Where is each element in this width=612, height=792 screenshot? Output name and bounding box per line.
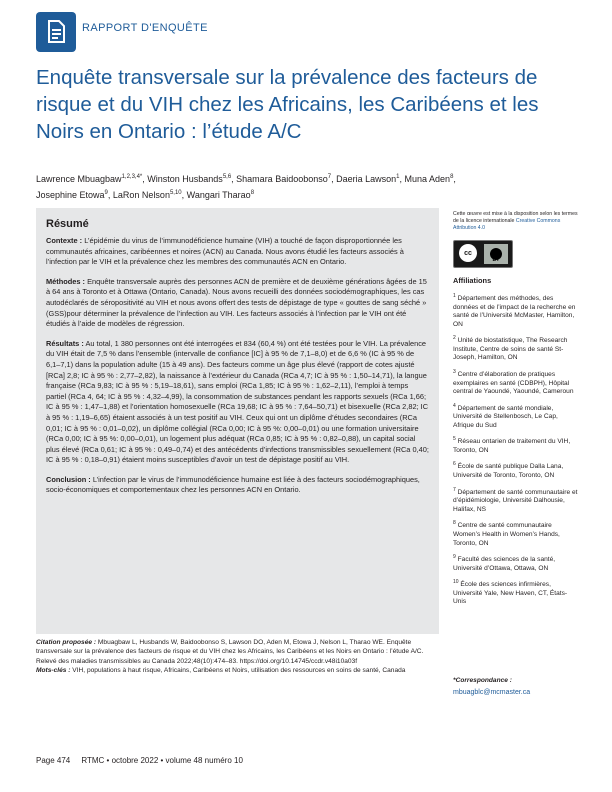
by-label: BY [492,257,500,263]
affiliation-item: $^4$ Département de santé mondiale, Université de Stellenbosch, Le Cap, Afrique du Sud [453,402,558,429]
author-list: Lawrence Mbuagbaw$^{1,2,3,4*}$, Winston Husbands$^{5,6}$, Shamara Baidoobonso$^7$, Daeria Lawson$^1$, Muna Aden$^8$, Josephine Etowa$^9$, LaRon Nelson$^{5,10}$, Wangari Tharao$^8$ [36,174,456,200]
page-footer: Page 474 RTMC • octobre 2022 • volume 48 numéro 10 [36,756,243,765]
summary-conclusion: Conclusion : L’infection par le virus de l’immunodéficience humaine est liée à des facteurs sociodémographiques, socio-économiques et comportementaux chez les personnes ACN en Ontario. [46,474,420,495]
affiliation-item: $^2$ Unité de biostatistique, The Research Institute, Centre de soins de santé St-Joseph, Hamilton, ON [453,335,568,362]
summary-context: Contexte : L’épidémie du virus de l’immunodéficience humaine (VIH) a touché de façon disproportionnée les communautés africaines, caribéennes et noires (ACN) au Canada. Nous avons étudié les facteurs associés à l’infection par le VIH et la prévalence chez les membres des communautés ACN en Ontario. [46,236,404,267]
affiliation-item: $^7$ Département de santé communautaire et d’épidémiologie, Université Dalhousie, Halifax, NS [453,486,578,513]
suggested-citation: Citation proposée : Mbuagbaw L, Husbands W, Baidoobonso S, Lawson DO, Aden M, Etowa J, Nelson L, Tharao WE. Enquête transversale sur la prévalence des facteurs de risque et du VIH chez les Africains, les Caribéens et les Noirs en Ontario : l’étude A/C. Relevé des maladies transmissibles au Canada 2022;48(10):474–83. https://doi.org/10.14745/ccdr.v48i10a03f Mots-clés : VIH, populations à haut risque, Africains, Caribéens et Noirs, utilisation des ressources en soins de santé, Canada [36,639,424,675]
summary-box [36,208,439,634]
license-link[interactable]: Creative Commons Attribution 4.0 [453,218,561,231]
summary-methods: Méthodes : Enquête transversale auprès des personnes ACN de première et de deuxième générations âgées de 15 à 64 ans à Toronto et à Ottawa (Ontario, Canada). Nous avons recueilli des données sociodémographiques, les cas autodéclarés de séropositivité au VIH et nous avons offert des tests de dépistage de type « gouttes de sang séché » (GSS)pour déterminer la prévalence de l’infection au VIH. Les facteurs associés à l’infection par le VIH ont été étudiés à l’aide de modèles de régression. [46,276,427,329]
affiliation-item: $^6$ École de santé publique Dalla Lana, Université de Toronto, Toronto, ON [453,461,564,480]
report-type-label: RAPPORT D'ENQUÊTE [82,22,208,34]
author: Lawrence Mbuagbaw$^{1,2,3,4*}$ [36,174,143,184]
author: Shamara Baidoobonso$^7$ [236,174,332,184]
summary-results: Résultats : Au total, 1 380 personnes ont été interrogées et 834 (60,4 %) ont été testées pour le VIH. La prévalence du VIH était de 7,5 % dans l’ensemble (intervalle de confiance [IC] à 95 % de 7,1–8,0) et de 6,6 % (IC à 95 % de 6,1–7,1) dans la population adulte (15 à 49 ans). Des facteurs comme un âge plus élevé (rapport de cotes ajusté [RCa] 2,8; IC à 95 % : 2,77–2,82), la naissance à l’extérieur du Canada (RCa 4,7; IC à 95 % : 1,50–14,71), la langue française (RCa 9,83; IC à 95 % : 5,19–18,61), sans emploi (RCa 1,85; IC à 95 % : 1,62–2,11), l’emploi à temps partiel (RCa 4, 64; IC à 95 % : 4,32–4,99), la consommation de substances pendant les rapports sexuels (RCa 1,66; IC à 95 % : 1,47–1,88) et l’orientation homosexuelle (RCa 19,68; IC à 95 % : 7,64–50,71) et bisexuelle (RCa 2,82; IC à 95 % : 1,19–6,65) étaient associés à un test positif au VIH. Ceux qui ont un diplôme d’études secondaires (RCa 0,01; IC à 95 % : 0,01–0,02), un diplôme collégial (RCa 0,00; IC à 95 %: 0,00–0,01) ou une formation universitaire (RCa 0,00; IC à 95 %: 0,00–0,01), un logement plus adéquat (RCa 0,85; IC à 95 % : 0,82–0,88), un capital social plus élevé (RCa 0,61; IC à 95 % : 0,49–0,74) et des antécédents d’infections transmissibles sexuellement (RCa 0,40; IC à 95 % : 0,18–0,91) étaient moins susceptibles d’avoir un test de dépistage positif au VIH. [46,338,429,465]
affiliation-item: $^3$ Centre d’élaboration de pratiques exemplaires en santé (CDBPH), Hôpital central de Yaoundé, Yaoundé, Cameroun [453,368,574,396]
document-icon [36,12,76,52]
correspondence-email-link[interactable]: mbuagblc@mcmaster.ca [453,689,531,696]
affiliation-item: $^9$ Faculté des sciences de la santé, Université d’Ottawa, Ottawa, ON [453,554,556,572]
affiliation-item: $^{10}$ École des sciences infirmières, Université Yale, New Haven, CT, États-Unis [453,579,568,606]
affiliation-item: $^5$ Réseau ontarien de traitement du VIH, Toronto, ON [453,436,571,454]
license-notice: Cette œuvre est mise à la disposition selon les termes de la licence internationale Creative Commons Attribution 4.0 [453,211,578,231]
affiliations-title: Affiliations [453,276,492,285]
article-title: Enquête transversale sur la prévalence des facteurs de risque et du VIH chez les Africains, les Caribéens et les Noirs en Ontario : l’étude A/C [36,66,539,143]
author: Wangari Tharao$^8$ [186,190,255,200]
author: Winston Husbands$^{5,6}$ [147,174,232,184]
author: LaRon Nelson$^{5,10}$ [112,190,182,200]
summary-heading: Résumé [46,218,89,230]
cc-icon: cc [459,244,477,262]
correspondence-label: *Correspondance : [453,677,512,684]
author: Daeria Lawson$^1$ [336,174,400,184]
affiliations-list [453,292,578,612]
author: Muna Aden$^8$ [404,174,454,184]
affiliation-item: $^8$ Centre de santé communautaire Women’s Health in Women’s Hands, Toronto, ON [453,520,560,547]
author: Josephine Etowa$^9$ [36,190,108,200]
affiliation-item: $^1$ Département des méthodes, des données et de l’impact de la recherche en santé de l’Université McMaster, Hamilton, ON [453,293,576,328]
cc-license-badge[interactable] [453,240,513,268]
